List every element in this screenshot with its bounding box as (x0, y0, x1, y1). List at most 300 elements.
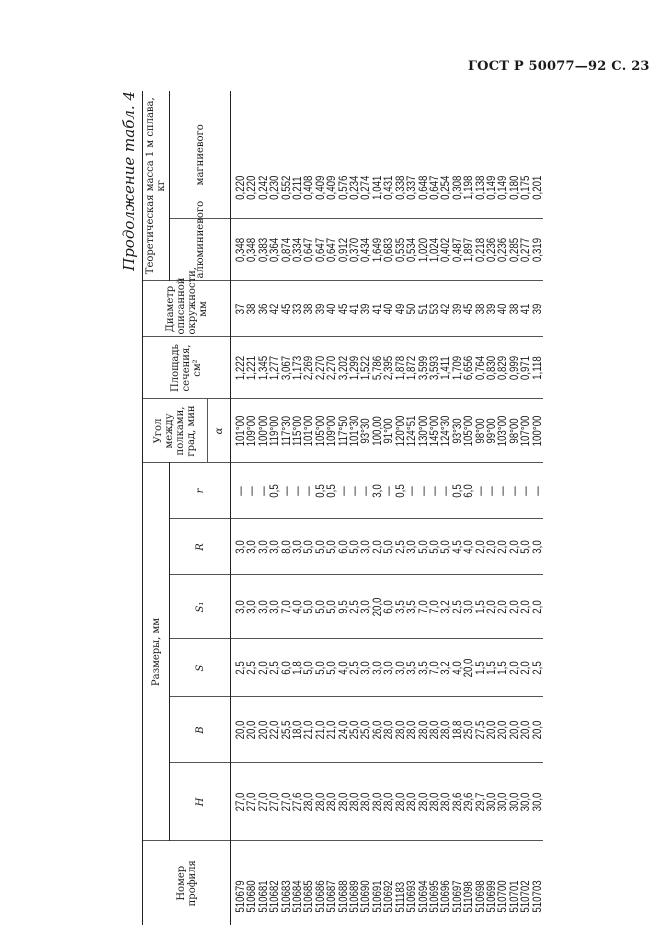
cell-S1: 5,0 (315, 582, 326, 632)
cell-angle: 100°00 (258, 406, 269, 456)
cell-B: 25,0 (360, 704, 371, 755)
cell-mass-magnesium: 0,409 (315, 105, 326, 205)
cell-B: 18,8 (452, 704, 463, 755)
cell-S1: 3,2 (440, 582, 451, 632)
cell-diameter: 49 (395, 287, 406, 331)
cell-H: 28,0 (360, 772, 371, 833)
cell-r: — (231, 469, 247, 513)
cell-S: 3,0 (360, 645, 371, 690)
cell-mass-magnesium: 0,175 (520, 105, 531, 205)
cell-R: 2,0 (497, 525, 508, 569)
cell-S1: 5,0 (326, 582, 337, 632)
cell-B: 20,0 (509, 704, 520, 755)
cell-S1: 7,0 (281, 582, 292, 632)
cell-S: 2,5 (269, 645, 280, 690)
cell-profile-number: 510680 (244, 880, 259, 913)
cell-S1: 6,0 (383, 582, 394, 632)
header-R: R (170, 519, 231, 575)
cell-r: 0,5 (315, 469, 326, 513)
cell-B: 28,0 (429, 704, 440, 755)
cell-B: 21,0 (326, 704, 337, 755)
cell-S: 5,0 (326, 645, 337, 690)
cell-angle: 117°50 (338, 406, 349, 456)
cell-mass-magnesium: 0,230 (269, 105, 280, 205)
cell-H: 29,6 (463, 772, 474, 833)
cell-angle: 105°00 (315, 406, 326, 456)
cell-S1: 7,0 (418, 582, 429, 632)
header-angle: Угол между полками, град, мин (143, 399, 208, 463)
cell-mass-magnesium: 0,149 (497, 105, 508, 205)
cell-R: 2,0 (372, 525, 383, 569)
cell-r: — (497, 469, 508, 513)
cell-R: 5,0 (383, 525, 394, 569)
cell-profile-number: 510703 (529, 880, 544, 913)
cell-R: 5,0 (326, 525, 337, 569)
cell-diameter: 39 (532, 287, 543, 331)
cell-S: 1,5 (497, 645, 508, 690)
cell-S: 3,5 (406, 645, 417, 690)
cell-mass-magnesium: 0,201 (532, 105, 543, 205)
cell-S: 2,5 (532, 645, 543, 690)
cell-B: 28,0 (440, 704, 451, 755)
cell-area: 2,270 (315, 344, 326, 392)
cell-angle: 99°00 (486, 406, 497, 456)
cell-B: 27,5 (475, 704, 486, 755)
cell-mass-aluminium: 0,912 (338, 226, 349, 274)
cell-r: 0,5 (395, 469, 406, 513)
cell-angle: 91°00 (383, 406, 394, 456)
cell-diameter: 40 (326, 287, 337, 331)
cell-diameter: 36 (258, 287, 269, 331)
cell-profile-number: 510682 (267, 880, 282, 913)
cell-mass-aluminium: 0,534 (406, 226, 417, 274)
cell-mass-aluminium: 0,434 (360, 226, 371, 274)
cell-S: 3,0 (383, 645, 394, 690)
cell-mass-aluminium: 0,535 (395, 226, 406, 274)
cell-area: 0,764 (475, 344, 486, 392)
cell-area: 0,999 (509, 344, 520, 392)
cell-angle: 100°00 (532, 406, 543, 456)
page-header: ГОСТ Р 50077—92 С. 23 (468, 59, 650, 74)
cell-mass-magnesium: 0,409 (326, 105, 337, 205)
cell-S: 4,0 (452, 645, 463, 690)
cell-angle: 109°00 (326, 406, 337, 456)
cell-diameter: 39 (315, 287, 326, 331)
cell-diameter: 38 (509, 287, 520, 331)
cell-S1: 2,0 (532, 582, 543, 632)
cell-r: — (486, 469, 497, 513)
cell-r: — (406, 469, 417, 513)
cell-S: 2,5 (349, 645, 360, 690)
cell-mass-aluminium: 0,334 (292, 226, 303, 274)
cell-mass-magnesium: 0,234 (349, 105, 360, 205)
cell-profile-number: 510697 (449, 880, 464, 913)
cell-angle: 101°00 (303, 406, 314, 456)
cell-r: — (532, 469, 543, 513)
cell-r: 6,0 (463, 469, 474, 513)
cell-profile-number: 510699 (483, 880, 498, 913)
cell-angle: 107°00 (520, 406, 531, 456)
cell-diameter: 38 (303, 287, 314, 331)
cell-R: 5,0 (418, 525, 429, 569)
cell-profile-number: 510685 (301, 880, 316, 913)
cell-area: 1,522 (360, 344, 371, 392)
cell-H: 28,0 (326, 772, 337, 833)
cell-B: 25,0 (349, 704, 360, 755)
cell-mass-magnesium: 0,138 (475, 105, 486, 205)
cell-mass-aluminium: 0,647 (315, 226, 326, 274)
cell-S: 5,0 (315, 645, 326, 690)
cell-area: 0,829 (497, 344, 508, 392)
cell-mass-aluminium: 0,236 (486, 226, 497, 274)
cell-R: 5,0 (315, 525, 326, 569)
cell-mass-aluminium: 0,348 (231, 226, 247, 274)
cell-S1: 2,0 (497, 582, 508, 632)
header-area: Площадь сечения, см² (143, 337, 231, 399)
cell-area: 1,118 (532, 344, 543, 392)
cell-B: 24,0 (338, 704, 349, 755)
cell-angle: 101°00 (231, 406, 247, 456)
cell-S1: 3,5 (395, 582, 406, 632)
cell-mass-magnesium: 0,274 (360, 105, 371, 205)
cell-mass-magnesium: 0,242 (258, 105, 269, 205)
cell-area: 3,202 (338, 344, 349, 392)
cell-H: 27,0 (281, 772, 292, 833)
cell-S1: 3,0 (360, 582, 371, 632)
cell-area: 2,395 (383, 344, 394, 392)
cell-H: 30,0 (497, 772, 508, 833)
cell-profile-number: 510679 (233, 880, 247, 913)
cell-mass-aluminium: 0,236 (497, 226, 508, 274)
cell-r: — (440, 469, 451, 513)
cell-profile-number: 510702 (518, 880, 533, 913)
cell-area: 3,593 (429, 344, 440, 392)
cell-mass-magnesium: 0,647 (429, 105, 440, 205)
cell-R: 5,0 (303, 525, 314, 569)
cell-area: 5,786 (372, 344, 383, 392)
cell-mass-aluminium: 0,277 (520, 226, 531, 274)
cell-r: — (520, 469, 531, 513)
cell-area: 3,599 (418, 344, 429, 392)
cell-B: 28,0 (418, 704, 429, 755)
header-mass-group: Теоретическая масса 1 м сплава, кг (143, 91, 170, 281)
cell-mass-aluminium: 0,383 (258, 226, 269, 274)
cell-S1: 3,0 (269, 582, 280, 632)
cell-mass-magnesium: 1,041 (372, 105, 383, 205)
cell-mass-magnesium: 1,198 (463, 105, 474, 205)
cell-S: 3,2 (440, 645, 451, 690)
cell-diameter: 41 (349, 287, 360, 331)
cell-angle: 100,00 (372, 406, 383, 456)
cell-mass-aluminium: 0,285 (509, 226, 520, 274)
cell-diameter: 51 (418, 287, 429, 331)
cell-angle: 93°30 (360, 406, 371, 456)
cell-H: 28,0 (303, 772, 314, 833)
cell-S1: 5,0 (303, 582, 314, 632)
cell-S: 1,5 (475, 645, 486, 690)
cell-profile-number: 510701 (506, 880, 521, 913)
cell-area: 1,878 (395, 344, 406, 392)
cell-profile-number: 510698 (472, 880, 487, 913)
cell-r: 0,5 (326, 469, 337, 513)
cell-r: — (349, 469, 360, 513)
header-B: B (170, 697, 231, 763)
cell-S1: 2,5 (452, 582, 463, 632)
cell-S: 2,5 (231, 645, 247, 690)
cell-mass-aluminium: 0,348 (246, 226, 257, 274)
cell-S: 1,5 (486, 645, 497, 690)
cell-r: — (475, 469, 486, 513)
cell-profile-number: 510688 (335, 880, 350, 913)
cell-S1: 3,0 (258, 582, 269, 632)
cell-B: 28,0 (395, 704, 406, 755)
cell-area: 1,299 (349, 344, 360, 392)
cell-diameter: 45 (281, 287, 292, 331)
cell-area: 2,269 (303, 344, 314, 392)
cell-S1: 9,5 (338, 582, 349, 632)
cell-mass-aluminium: 0,647 (303, 226, 314, 274)
cell-R: 3,0 (292, 525, 303, 569)
cell-angle: 130°00 (418, 406, 429, 456)
cell-r: — (246, 469, 257, 513)
cell-mass-magnesium: 0,552 (281, 105, 292, 205)
cell-mass-magnesium: 0,431 (383, 105, 394, 205)
cell-angle: 109°00 (246, 406, 257, 456)
cell-angle: 124°51 (406, 406, 417, 456)
cell-area: 1,872 (406, 344, 417, 392)
cell-B: 21,0 (315, 704, 326, 755)
header-dimensions-group: Размеры, мм (143, 463, 170, 841)
cell-r: — (258, 469, 269, 513)
cell-area: 0,830 (486, 344, 497, 392)
cell-H: 27,0 (258, 772, 269, 833)
cell-area: 1,222 (231, 344, 247, 392)
header-profile: Номер профиля (143, 841, 231, 925)
cell-H: 28,0 (372, 772, 383, 833)
cell-B: 20,0 (497, 704, 508, 755)
cell-S1: 2,0 (486, 582, 497, 632)
cell-H: 27,0 (246, 772, 257, 833)
header-mass-aluminium: алюминиевого (170, 219, 231, 281)
cell-S1: 20,0 (372, 582, 383, 632)
cell-S1: 3,5 (406, 582, 417, 632)
cell-mass-aluminium: 1,897 (463, 226, 474, 274)
cell-mass-aluminium: 0,370 (349, 226, 360, 274)
cell-H: 28,0 (395, 772, 406, 833)
cell-area: 3,067 (281, 344, 292, 392)
cell-diameter: 39 (486, 287, 497, 331)
table-body (231, 91, 543, 925)
cell-r: — (338, 469, 349, 513)
cell-B: 20,0 (246, 704, 257, 755)
header-H: H (170, 763, 231, 841)
cell-H: 29,7 (475, 772, 486, 833)
cell-S: 5,0 (303, 645, 314, 690)
rotated-table-block (120, 91, 632, 925)
cell-profile-number: 511183 (392, 881, 407, 913)
cell-R: 2,0 (509, 525, 520, 569)
cell-r: — (281, 469, 292, 513)
cell-angle: 117°30 (281, 406, 292, 456)
cell-diameter: 38 (475, 287, 486, 331)
cell-S: 2,0 (258, 645, 269, 690)
cell-R: 5,0 (349, 525, 360, 569)
cell-diameter: 45 (463, 287, 474, 331)
cell-H: 30,0 (520, 772, 531, 833)
cell-B: 25,5 (281, 704, 292, 755)
cell-area: 1,173 (292, 344, 303, 392)
cell-mass-aluminium: 0,402 (440, 226, 451, 274)
cell-H: 28,0 (418, 772, 429, 833)
cell-r: — (383, 469, 394, 513)
cell-angle: 98°00 (475, 406, 486, 456)
cell-H: 28,6 (452, 772, 463, 833)
cell-S1: 3,0 (246, 582, 257, 632)
cell-R: 3,0 (231, 525, 247, 569)
cell-profile-number: 510683 (278, 880, 293, 913)
cell-R: 2,0 (486, 525, 497, 569)
cell-mass-magnesium: 0,220 (231, 105, 247, 205)
cell-B: 20,0 (231, 704, 247, 755)
cell-R: 6,0 (338, 525, 349, 569)
cell-profile-number: 510684 (290, 880, 305, 913)
cell-angle: 124°30 (440, 406, 451, 456)
cell-B: 20,0 (520, 704, 531, 755)
cell-angle: 119°00 (269, 406, 280, 456)
cell-area: 2,270 (326, 344, 337, 392)
cell-r: 0,5 (269, 469, 280, 513)
cell-r: — (360, 469, 371, 513)
cell-mass-magnesium: 0,648 (418, 105, 429, 205)
cell-R: 8,0 (281, 525, 292, 569)
cell-B: 25,0 (463, 704, 474, 755)
header-r: r (170, 463, 231, 519)
cell-profile-number: 511098 (461, 881, 476, 913)
cell-R: 3,0 (246, 525, 257, 569)
cell-profile-number: 510700 (495, 880, 510, 913)
cell-angle: 93°30 (452, 406, 463, 456)
cell-mass-magnesium: 0,338 (395, 105, 406, 205)
cell-H: 28,0 (406, 772, 417, 833)
cell-S: 3,0 (372, 645, 383, 690)
cell-S: 4,0 (338, 645, 349, 690)
cell-S: 2,0 (520, 645, 531, 690)
cell-area: 6,656 (463, 344, 474, 392)
cell-S: 20,0 (463, 645, 474, 690)
cell-mass-aluminium: 1,649 (372, 226, 383, 274)
cell-angle: 103°00 (497, 406, 508, 456)
cell-mass-magnesium: 0,149 (486, 105, 497, 205)
header-S1: S₁ (170, 575, 231, 639)
cell-profile-number: 510694 (415, 880, 430, 913)
cell-mass-aluminium: 1,024 (429, 226, 440, 274)
cell-S: 6,0 (281, 645, 292, 690)
cell-angle: 101°30 (349, 406, 360, 456)
cell-diameter: 39 (452, 287, 463, 331)
cell-diameter: 50 (406, 287, 417, 331)
cell-B: 18,0 (292, 704, 303, 755)
cell-angle: 98°00 (509, 406, 520, 456)
cell-mass-aluminium: 1,020 (418, 226, 429, 274)
cell-H: 28,0 (349, 772, 360, 833)
cell-H: 30,0 (532, 772, 543, 833)
cell-R: 5,0 (429, 525, 440, 569)
cell-H: 28,0 (440, 772, 451, 833)
header-angle-symbol: α (208, 399, 231, 463)
cell-B: 20,0 (532, 704, 543, 755)
cell-profile-number: 510686 (312, 880, 327, 913)
cell-R: 3,0 (258, 525, 269, 569)
cell-r: 0,5 (452, 469, 463, 513)
cell-profile-number: 510689 (347, 880, 362, 913)
cell-S: 2,0 (509, 645, 520, 690)
cell-area: 1,277 (269, 344, 280, 392)
cell-R: 3,0 (360, 525, 371, 569)
cell-diameter: 45 (338, 287, 349, 331)
cell-S: 3,5 (418, 645, 429, 690)
cell-mass-magnesium: 0,254 (440, 105, 451, 205)
cell-mass-magnesium: 0,408 (303, 105, 314, 205)
cell-H: 28,0 (429, 772, 440, 833)
cell-diameter: 40 (497, 287, 508, 331)
cell-S1: 2,0 (520, 582, 531, 632)
cell-diameter: 42 (269, 287, 280, 331)
cell-area: 0,971 (520, 344, 531, 392)
cell-area: 1,709 (452, 344, 463, 392)
cell-H: 28,0 (383, 772, 394, 833)
cell-mass-magnesium: 0,211 (292, 105, 303, 205)
cell-R: 3,0 (532, 525, 543, 569)
cell-r: — (418, 469, 429, 513)
cell-B: 20,0 (258, 704, 269, 755)
cell-S: 3,0 (395, 645, 406, 690)
cell-area: 1,221 (246, 344, 257, 392)
cell-mass-magnesium: 0,576 (338, 105, 349, 205)
cell-diameter: 41 (520, 287, 531, 331)
cell-diameter: 38 (246, 287, 257, 331)
cell-H: 27,6 (292, 772, 303, 833)
cell-diameter: 33 (292, 287, 303, 331)
cell-profile-number: 510692 (381, 880, 396, 913)
cell-profile-number: 510693 (404, 880, 419, 913)
header-mass-magnesium: магниевого (170, 91, 231, 219)
cell-r: — (509, 469, 520, 513)
cell-mass-aluminium: 0,683 (383, 226, 394, 274)
cell-mass-aluminium: 0,874 (281, 226, 292, 274)
cell-R: 4,5 (452, 525, 463, 569)
cell-B: 21,0 (303, 704, 314, 755)
cell-angle: 105°00 (463, 406, 474, 456)
cell-profile-number: 510691 (369, 880, 384, 913)
cell-diameter: 41 (372, 287, 383, 331)
cell-profile-number: 510695 (426, 880, 441, 913)
cell-R: 3,0 (406, 525, 417, 569)
cell-mass-magnesium: 0,337 (406, 105, 417, 205)
cell-R: 4,0 (463, 525, 474, 569)
cell-profile-number: 510696 (438, 880, 453, 913)
cell-R: 2,5 (395, 525, 406, 569)
cell-R: 2,0 (475, 525, 486, 569)
cell-R: 3,0 (269, 525, 280, 569)
cell-S: 1,8 (292, 645, 303, 690)
cell-H: 28,0 (338, 772, 349, 833)
cell-B: 28,0 (406, 704, 417, 755)
cell-S1: 3,0 (463, 582, 474, 632)
cell-r: — (292, 469, 303, 513)
cell-H: 30,0 (486, 772, 497, 833)
cell-diameter: 37 (231, 287, 247, 331)
cell-mass-magnesium: 0,180 (509, 105, 520, 205)
